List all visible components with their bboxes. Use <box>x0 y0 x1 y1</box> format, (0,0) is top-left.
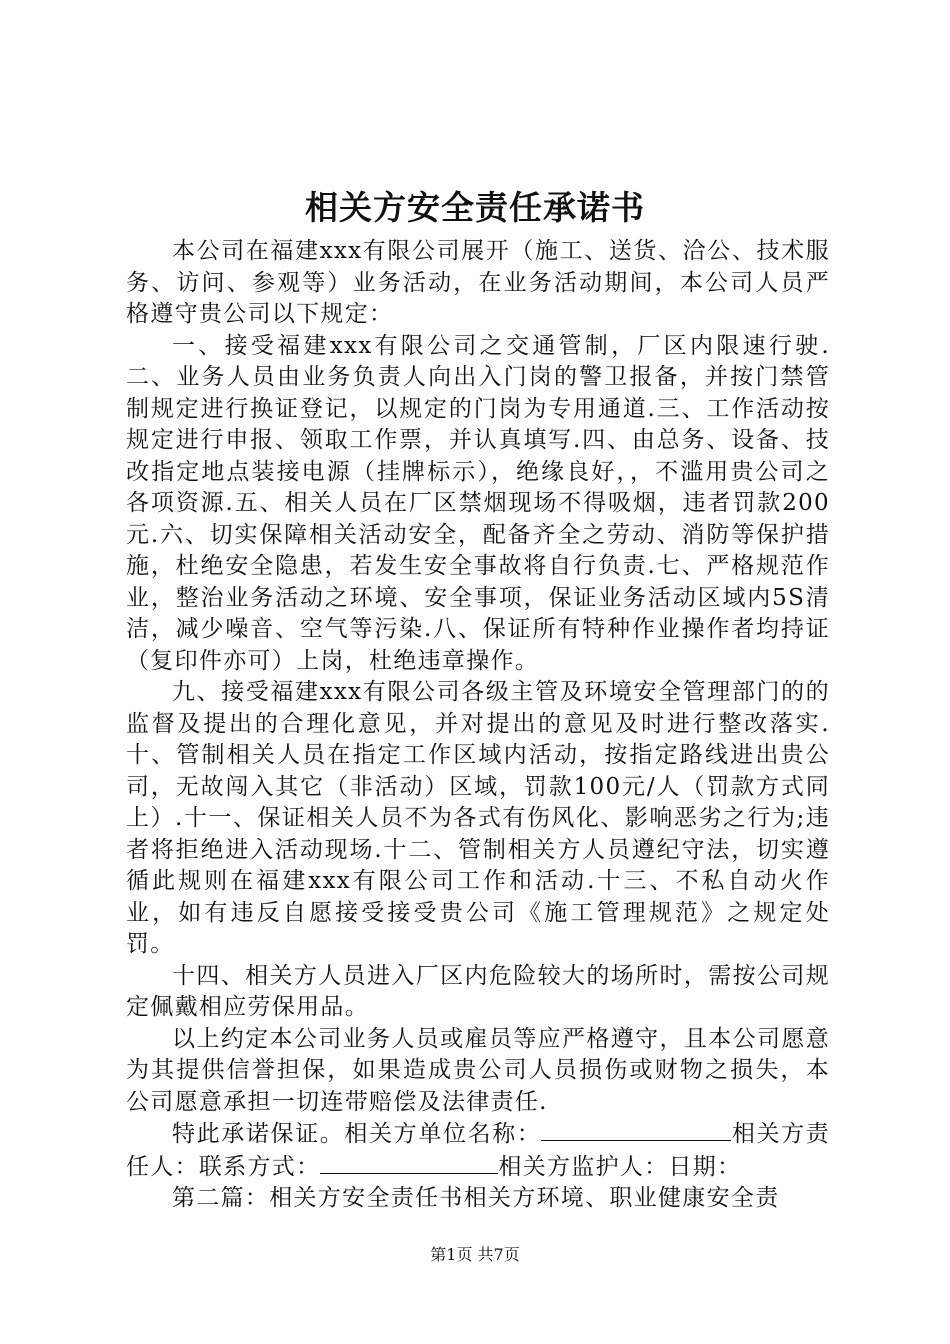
signature-lead-text: 特此承诺保证。相关方单位名称： <box>172 1121 542 1147</box>
next-section-heading: 第二篇：相关方安全责任书相关方环境、职业健康安全责 <box>172 1185 780 1211</box>
signature-tail-text: 相关方监护人：日期： <box>498 1153 742 1180</box>
signature-paragraph <box>126 1118 830 1183</box>
rules-paragraph-14: 十四、相关方人员进入厂区内危险较大的场所时，需按公司规定佩戴相应劳保用品。 <box>126 962 830 1020</box>
document-body <box>126 236 830 1215</box>
rules-paragraph-1-8: 一、接受福建xxx有限公司之交通管制，厂区内限速行驶.二、业务人员由业务负责人向出入门岗的警卫报备，并按门禁管制规定进行换证登记，以规定的门岗为专用通道.三、工作活动按规定进行申报、领取工作票，并认真填写.四、由总务、设备、技改指定地点装接电源（挂牌标示），绝缘良好，，不滥用贵公司之各项资源.五、相关人员在厂区禁烟现场不得吸烟，违者罚款200元.六、切实保障相关活动安全，配备齐全之劳动、消防等保护措施，杜绝安全隐患，若发生安全事故将自行负责.七、严格规范作业，整治业务活动之环境、安全事项，保证业务活动区域内5S清洁，减少噪音、空气等污染.八、保证所有特种作业操作者均持证（复印件亦可）上岗，杜绝违章操作。 <box>126 332 830 674</box>
contact-blank <box>320 1151 498 1174</box>
document-title: 相关方安全责任承诺书 <box>305 188 645 227</box>
page-footer: 第1页 共7页 <box>430 1245 520 1264</box>
intro-paragraph: 本公司在福建xxx有限公司展开（施工、送货、洽公、技术服务、访问、参观等）业务活动，在业务活动期间，本公司人员严格遵守贵公司以下规定： <box>126 238 830 327</box>
guarantee-paragraph: 以上约定本公司业务人员或雇员等应严格遵守，且本公司愿意为其提供信誉担保，如果造成贵公司人员损伤或财物之损失，本公司愿意承担一切连带赔偿及法律责任. <box>126 1025 830 1115</box>
company-name-blank <box>541 1118 731 1141</box>
signature-mid-text: 相关方责任人：联系方式： <box>126 1121 831 1180</box>
rules-paragraph-9-13: 九、接受福建xxx有限公司各级主管及环境安全管理部门的的监督及提出的合理化意见，并对提出的意见及时进行整改落实.十、管制相关人员在指定工作区域内活动，按指定路线进出贵公司，无故闯入其它（非活动）区域，罚款100元/人（罚款方式同上）.十一、保证相关人员不为各式有伤风化、影响恶劣之行为;违者将拒绝进入活动现场.十二、管制相关方人员遵纪守法，切实遵循此规则在福建xxx有限公司工作和活动.十三、不私自动火作业，如有违反自愿接受接受贵公司《施工管理规范》之规定处罚。 <box>126 679 830 957</box>
